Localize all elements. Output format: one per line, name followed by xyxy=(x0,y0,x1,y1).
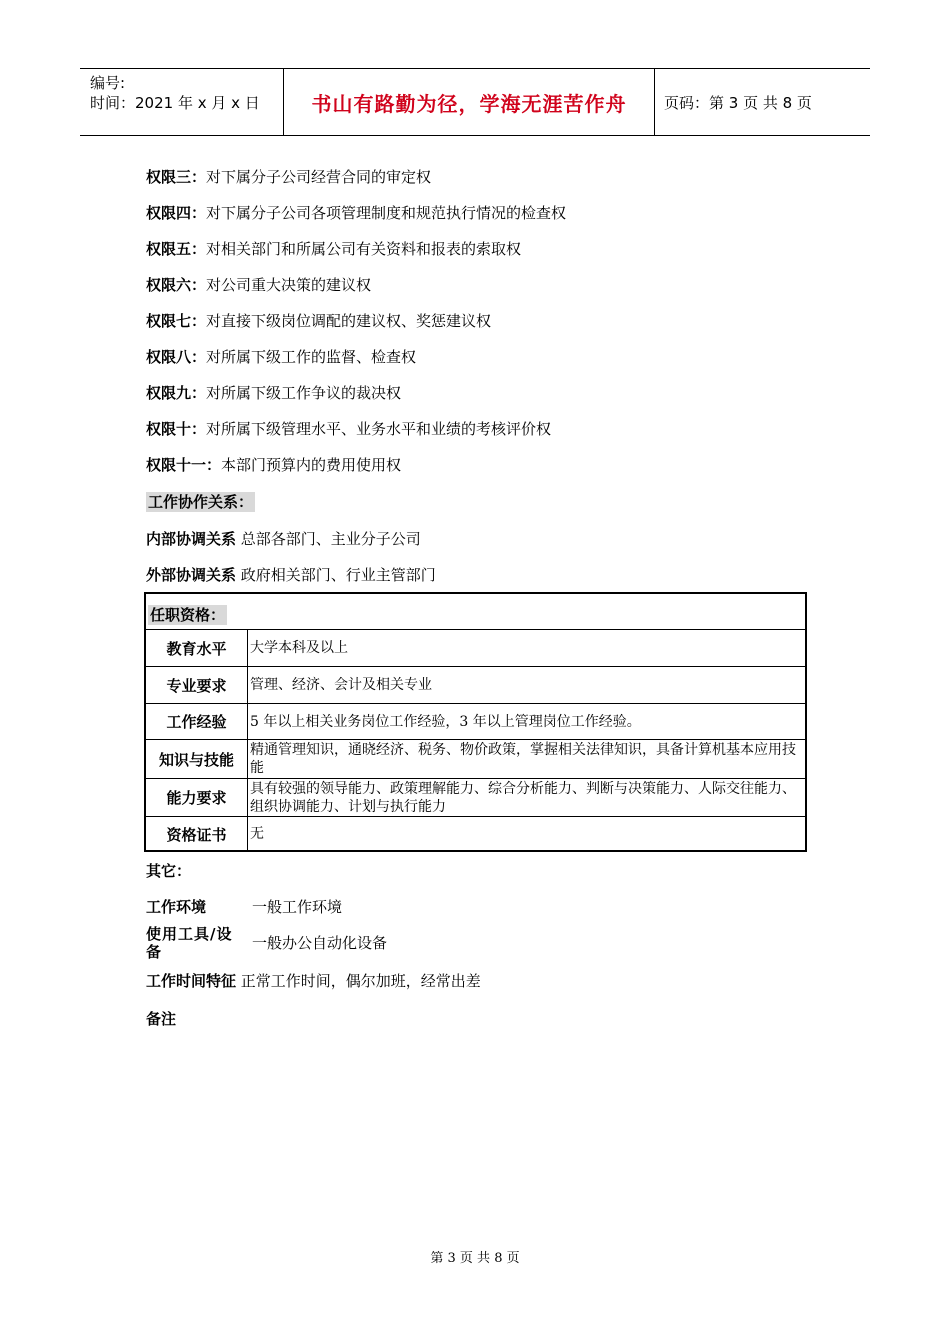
header-meta xyxy=(90,73,286,113)
table-row xyxy=(146,703,807,739)
table-row xyxy=(146,629,807,666)
tools-row xyxy=(146,925,387,961)
env-label: 工作环境 xyxy=(146,898,207,916)
cooperation-title: 工作协作关系： xyxy=(148,493,254,511)
authority-item xyxy=(146,347,416,367)
authority-text: 对直接下级岗位调配的建议权、奖惩建议权 xyxy=(206,312,492,330)
authority-label: 权限十： xyxy=(146,420,207,438)
internal-value: 总部各部门、主业分子公司 xyxy=(240,530,421,548)
authority-text: 对所属下级工作的监督、检查权 xyxy=(206,348,417,366)
row-value: 大学本科及以上 xyxy=(250,640,348,656)
row-label: 教育水平 xyxy=(146,630,248,666)
authority-label: 权限五： xyxy=(146,240,207,258)
other-title xyxy=(146,861,191,881)
authority-text: 对公司重大决策的建议权 xyxy=(206,276,372,294)
row-label: 工作经验 xyxy=(146,704,248,739)
authority-text: 对相关部门和所属公司有关资料和报表的索取权 xyxy=(206,240,522,258)
internal-label: 内部协调关系 xyxy=(146,530,237,548)
row-label: 专业要求 xyxy=(146,667,248,703)
authority-item xyxy=(146,275,371,295)
authority-item xyxy=(146,203,566,223)
authority-item xyxy=(146,239,521,259)
table-row xyxy=(146,816,807,852)
row-value: 无 xyxy=(250,826,264,842)
other-title-text: 其它： xyxy=(146,862,192,880)
authority-item xyxy=(146,455,401,475)
code-label: 编号: xyxy=(90,74,126,92)
external-label: 外部协调关系 xyxy=(146,566,237,584)
authority-label: 权限八： xyxy=(146,348,207,366)
authority-text: 对下属分子公司经营合同的审定权 xyxy=(206,168,432,186)
authority-label: 权限七： xyxy=(146,312,207,330)
authority-label: 权限三： xyxy=(146,168,207,186)
row-value: 具有较强的领导能力、政策理解能力、综合分析能力、判断与决策能力、人际交往能力、组织协调能力、计划与执行能力 xyxy=(250,781,796,815)
table-row xyxy=(146,739,807,778)
external-relation xyxy=(146,565,436,585)
authority-label: 权限六： xyxy=(146,276,207,294)
authority-item xyxy=(146,419,551,439)
row-label: 资格证书 xyxy=(146,817,248,852)
row-label: 能力要求 xyxy=(146,779,248,816)
page-header xyxy=(80,68,870,136)
header-motto: 书山有路勤为径，学海无涯苦作舟 xyxy=(283,69,655,135)
header-page-label: 页码：第 3 页 共 8 页 xyxy=(664,93,812,112)
authority-item xyxy=(146,383,401,403)
page-footer: 第 3 页 共 8 页 xyxy=(430,1251,520,1266)
authority-text: 对下属分子公司各项管理制度和规范执行情况的检查权 xyxy=(206,204,567,222)
row-value: 精通管理知识，通晓经济、税务、物价政策，掌握相关法律知识，具备计算机基本应用技能 xyxy=(250,742,796,776)
authority-label: 权限十一： xyxy=(146,456,222,474)
tools-label-2: 备 xyxy=(146,943,162,961)
external-value: 政府相关部门、行业主管部门 xyxy=(240,566,436,584)
env-row xyxy=(146,897,342,917)
time-value: 正常工作时间，偶尔加班，经常出差 xyxy=(240,972,481,990)
note-row xyxy=(146,1009,176,1029)
authority-label: 权限四： xyxy=(146,204,207,222)
qualification-table xyxy=(144,592,807,852)
qualification-title: 任职资格： xyxy=(150,606,226,624)
tools-value: 一般办公自动化设备 xyxy=(252,934,388,952)
note-label: 备注 xyxy=(146,1010,177,1028)
authority-text: 对所属下级工作争议的裁决权 xyxy=(206,384,402,402)
authority-label: 权限九： xyxy=(146,384,207,402)
authority-item xyxy=(146,167,431,187)
time-row xyxy=(146,971,481,991)
authority-text: 本部门预算内的费用使用权 xyxy=(221,456,402,474)
table-row xyxy=(146,666,807,703)
row-value: 5 年以上相关业务岗位工作经验，3 年以上管理岗位工作经验。 xyxy=(250,713,641,730)
internal-relation xyxy=(146,529,421,549)
time-label: 时间：2021 年 x 月 x 日 xyxy=(90,94,260,112)
row-label: 知识与技能 xyxy=(146,740,248,778)
row-value: 管理、经济、会计及相关专业 xyxy=(250,677,432,693)
tools-label-1: 使用工具/设 xyxy=(146,925,233,943)
env-value: 一般工作环境 xyxy=(252,898,343,916)
authority-text: 对所属下级管理水平、业务水平和业绩的考核评价权 xyxy=(206,420,552,438)
table-row xyxy=(146,778,807,816)
time-label: 工作时间特征 xyxy=(146,972,237,990)
authority-item xyxy=(146,311,491,331)
